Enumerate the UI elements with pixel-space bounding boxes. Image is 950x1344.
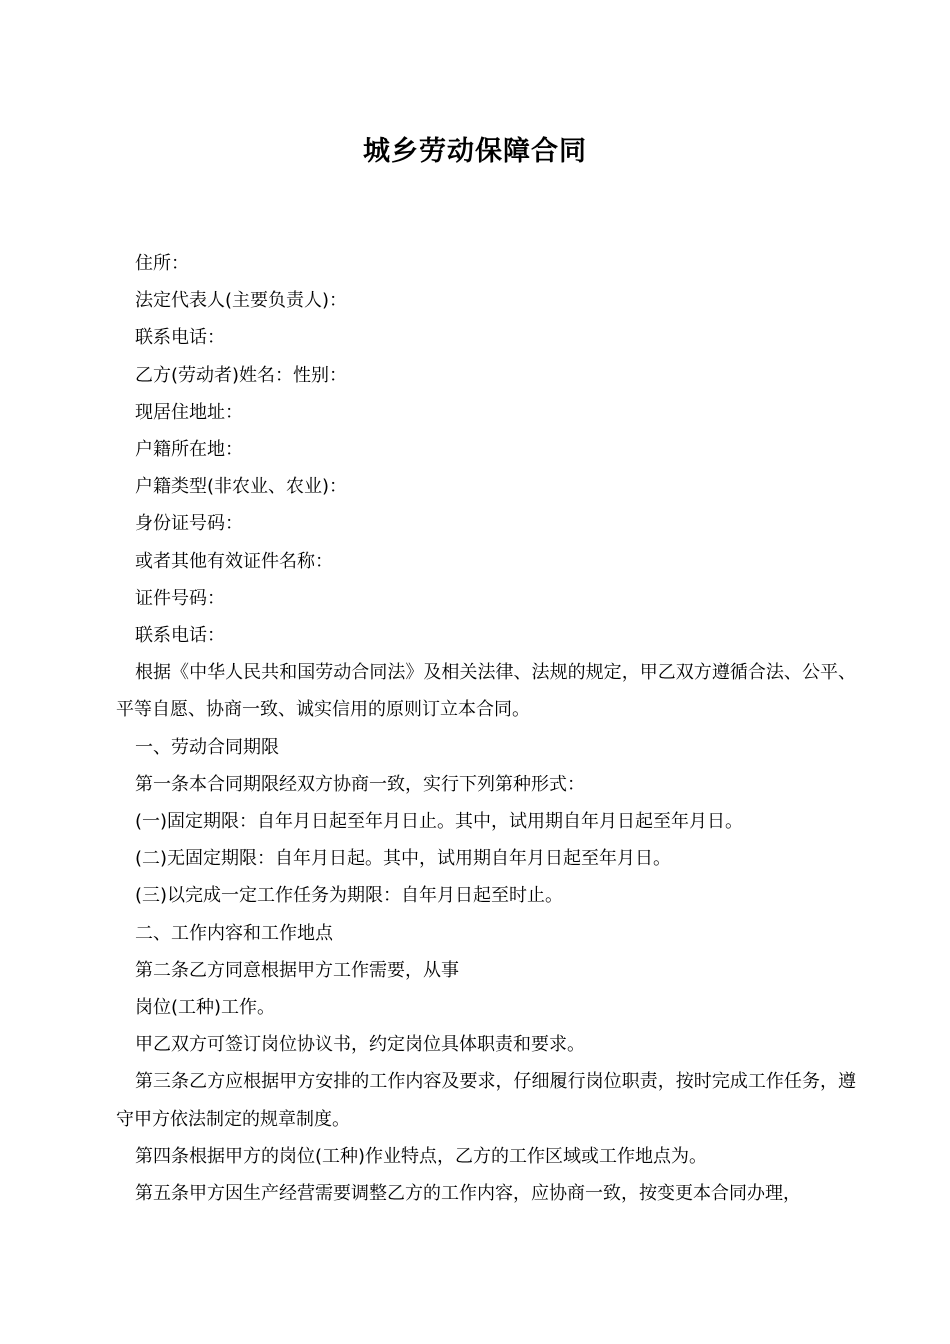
clause-open-term: (二)无固定期限：自年月日起。其中，试用期自年月日起至年月日。	[135, 848, 672, 870]
article-3: 第三条乙方应根据甲方安排的工作内容及要求，仔细履行岗位职责，按时完成工作任务，遵守甲方依法制定的规章制度。	[116, 1071, 856, 1130]
article-1: 第一条本合同期限经双方协商一致，实行下列第种形式：	[135, 773, 585, 795]
paragraph-residence: 住所：	[135, 253, 189, 274]
clause-task-term: (三)以完成一定工作任务为期限：自年月日起至时止。	[135, 885, 564, 907]
article-4: 第四条根据甲方的岗位(工种)作业特点，乙方的工作区域或工作地点为。	[135, 1145, 708, 1167]
paragraph-party-b-name: 乙方(劳动者)姓名：性别：	[135, 364, 348, 386]
paragraph-other-id-name: 或者其他有效证件名称：	[135, 550, 333, 572]
section-heading-contract-term: 一、劳动合同期限	[135, 736, 279, 758]
paragraph-position-agreement: 甲乙双方可签订岗位协议书，约定岗位具体职责和要求。	[135, 1034, 585, 1056]
paragraph-household-location: 户籍所在地：	[135, 439, 243, 461]
paragraph-current-address: 现居住地址：	[135, 401, 243, 423]
article-2-continued: 岗位(工种)工作。	[135, 997, 276, 1019]
article-5: 第五条甲方因生产经营需要调整乙方的工作内容，应协商一致，按变更本合同办理，	[135, 1183, 801, 1205]
document-body	[116, 245, 856, 1212]
paragraph-preamble: 根据《中华人民共和国劳动合同法》及相关法律、法规的规定，甲乙双方遵循合法、公平、平等自愿、协商一致、诚实信用的原则订立本合同。	[116, 662, 856, 721]
paragraph-phone-party-b: 联系电话：	[135, 625, 225, 647]
clause-fixed-term: (一)固定期限：自年月日起至年月日止。其中，试用期自年月日起至年月日。	[135, 811, 744, 833]
paragraph-id-document-number: 证件号码：	[135, 587, 225, 609]
paragraph-phone-party-a: 联系电话：	[135, 327, 225, 349]
article-2: 第二条乙方同意根据甲方工作需要，从事	[135, 959, 459, 981]
paragraph-id-number: 身份证号码：	[135, 513, 243, 535]
section-heading-work-content: 二、工作内容和工作地点	[135, 922, 333, 944]
document-title: 城乡劳动保障合同	[363, 136, 587, 167]
paragraph-household-type: 户籍类型(非农业、农业)：	[135, 476, 348, 498]
paragraph-legal-representative: 法定代表人(主要负责人)：	[135, 290, 348, 312]
